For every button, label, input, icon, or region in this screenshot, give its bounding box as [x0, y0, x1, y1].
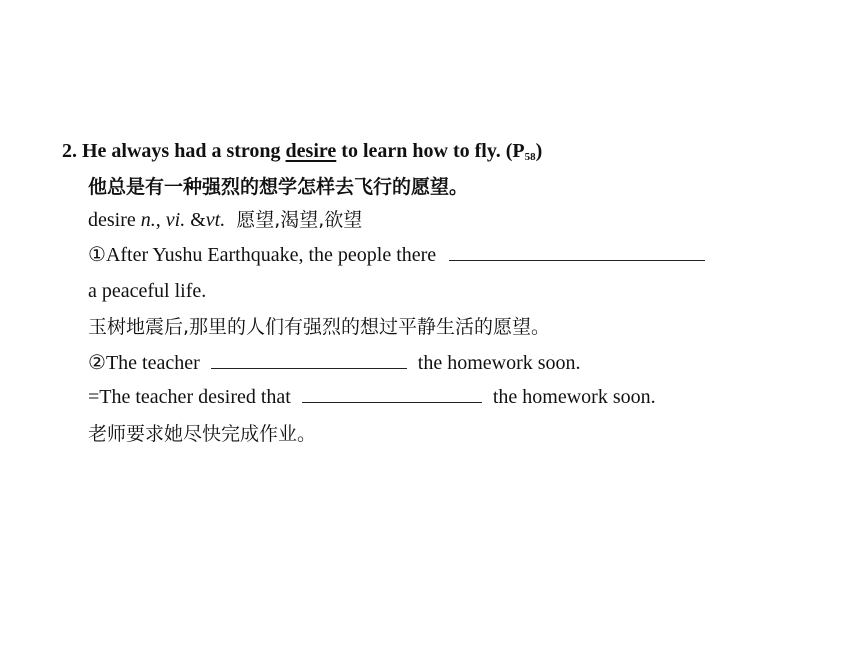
exercise1-marker: ①	[88, 244, 106, 266]
item-translation: 他总是有一种强烈的想学怎样去飞行的愿望。	[88, 176, 469, 198]
exercise1-text: After Yushu Earthquake, the people there	[105, 244, 437, 266]
exercise2-blank2[interactable]	[302, 384, 482, 403]
exercise2-text-before: The teacher	[105, 352, 200, 374]
exercise2-alt-after: the homework soon.	[492, 386, 656, 408]
exercise2-text-after: the homework soon.	[417, 352, 581, 374]
item-sentence	[62, 138, 542, 170]
definition-meanings: 愿望,渴望,欲望	[236, 209, 363, 231]
keyword-desire: desire	[285, 140, 337, 162]
item-number: 2.	[62, 140, 77, 162]
exercise1-translation: 玉树地震后,那里的人们有强烈的想过平静生活的愿望。	[88, 316, 551, 338]
exercise1-line1	[88, 242, 705, 268]
exercise1-line2: a peaceful life.	[88, 280, 207, 302]
sentence-after: to learn how to fly.	[341, 140, 501, 162]
exercise2-line1	[88, 350, 581, 376]
pos-vi: vi.	[165, 209, 186, 231]
definition-word: desire	[88, 209, 136, 231]
exercise2-line2	[88, 384, 656, 410]
pos-vt: vt.	[205, 209, 226, 231]
definition-line: desire n., vi. &vt. 愿望,渴望,欲望	[88, 209, 363, 231]
pos-noun: n.	[140, 209, 156, 231]
exercise2-translation: 老师要求她尽快完成作业。	[88, 423, 317, 445]
exercise2-alt-before: =The teacher desired that	[88, 386, 291, 408]
exercise1-blank[interactable]	[449, 242, 705, 261]
exercise2-marker: ②	[88, 352, 106, 374]
exercise2-blank1[interactable]	[211, 350, 407, 369]
sentence-before: He always had a strong	[82, 140, 281, 162]
page-reference: $(P_{58})$	[505, 140, 543, 163]
